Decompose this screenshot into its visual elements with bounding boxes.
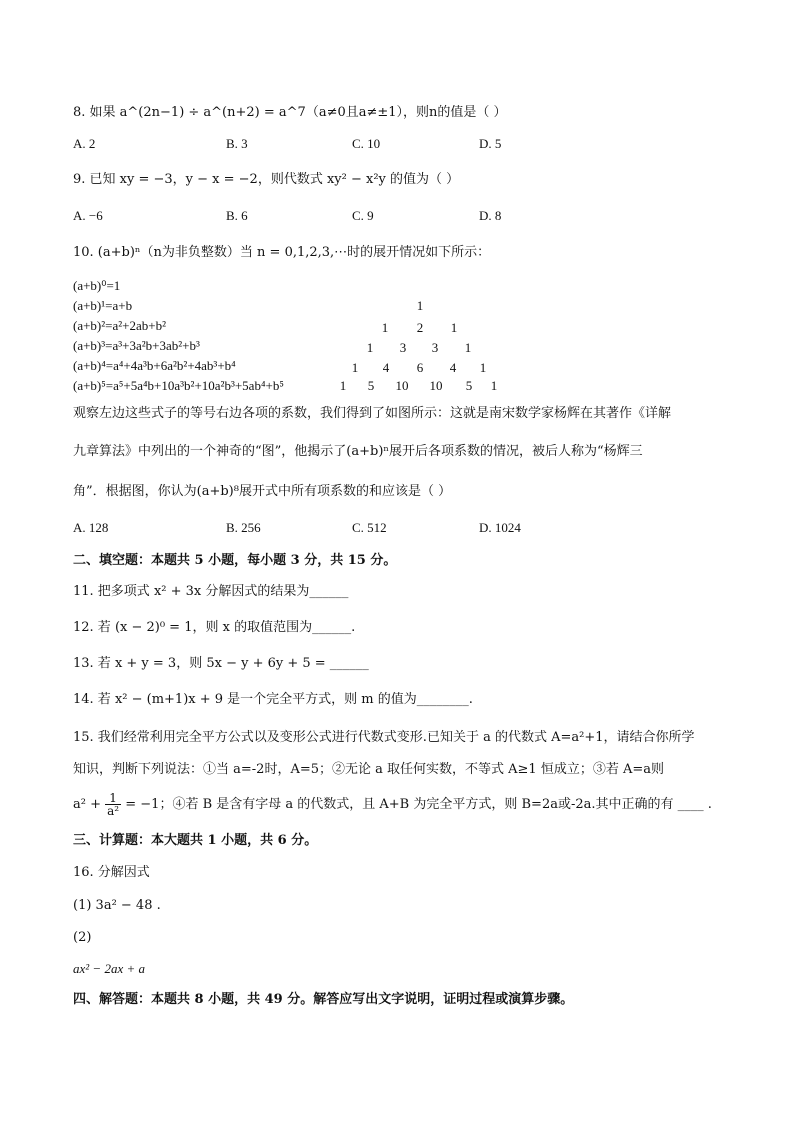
triangle-number: 1 bbox=[450, 320, 458, 335]
triangle-number: 5 bbox=[465, 378, 473, 393]
triangle-number: 10 bbox=[395, 378, 409, 393]
q9-option-c: C. 9 bbox=[352, 208, 374, 223]
triangle-number: 5 bbox=[367, 378, 375, 393]
question-16-part1: (1) 3a² − 48 . bbox=[73, 898, 161, 913]
question-8-text: 8. 如果 a^(2n−1) ÷ a^(n+2) = a^7（a≠0且a≠±1），则n的值是（ ） bbox=[73, 105, 507, 120]
section-2-heading: 二、填空题：本题共 5 小题，每小题 3 分，共 15 分。 bbox=[73, 553, 397, 568]
fraction-denominator: a² bbox=[107, 804, 120, 818]
triangle-number: 1 bbox=[464, 340, 472, 355]
triangle-number: 1 bbox=[479, 360, 487, 375]
expansion-line: (a+b)²=a²+2ab+b² bbox=[73, 318, 166, 333]
question-13-text: 13. 若 x + y = 3，则 5x − y + 6y + 5 = ______ bbox=[73, 656, 369, 671]
question-16-part2-label: (2) bbox=[73, 930, 92, 945]
question-15-line2: 知识，判断下列说法：①当 a=-2时，A=5；②无论 a 取任何实数，不等式 A≥1 恒成立；③若 A=a则 bbox=[73, 762, 664, 777]
q9-option-d: D. 8 bbox=[479, 208, 502, 223]
q10-option-c: C. 512 bbox=[352, 520, 387, 535]
triangle-number: 6 bbox=[416, 360, 424, 375]
q15-a-squared: a² + bbox=[73, 797, 101, 812]
triangle-number: 1 bbox=[490, 378, 498, 393]
section-3-heading: 三、计算题：本大题共 1 小题，共 6 分。 bbox=[73, 833, 318, 848]
question-15-line3 bbox=[73, 792, 712, 817]
question-11-text: 11. 把多项式 x² + 3x 分解因式的结果为______ bbox=[73, 584, 349, 599]
q10-option-a: A. 128 bbox=[73, 520, 109, 535]
triangle-number: 3 bbox=[399, 340, 407, 355]
triangle-number: 2 bbox=[416, 320, 424, 335]
question-16-title: 16. 分解因式 bbox=[73, 865, 150, 880]
q10-paragraph-line3: 角”．根据图，你认为(a+b)⁸展开式中所有项系数的和应该是（ ） bbox=[73, 484, 452, 499]
q10-paragraph-line2: 九章算法》中列出的一个神奇的“图”，他揭示了(a+b)ⁿ展开后各项系数的情况，被后人称为“杨辉三 bbox=[73, 444, 643, 459]
triangle-number: 1 bbox=[366, 340, 374, 355]
triangle-number: 1 bbox=[339, 378, 347, 393]
expansion-line: (a+b)⁴=a⁴+4a³b+6a²b²+4ab³+b⁴ bbox=[73, 358, 236, 373]
q10-paragraph-line1: 观察左边这些式子的等号右边各项的系数，我们得到了如图所示：这就是南宋数学家杨辉在其著作《详解 bbox=[73, 406, 672, 421]
triangle-number: 1 bbox=[381, 320, 389, 335]
fraction-one-over-a-squared bbox=[105, 792, 121, 817]
q8-option-b: B. 3 bbox=[226, 136, 248, 151]
question-10-intro: 10. (a+b)ⁿ（n为非负整数）当 n = 0,1,2,3,⋯时的展开情况如下所示： bbox=[73, 245, 491, 260]
expansion-line: (a+b)⁵=a⁵+5a⁴b+10a³b²+10a²b³+5ab⁴+b⁵ bbox=[73, 378, 284, 393]
q15-line3-rest: = −1；④若 B 是含有字母 a 的代数式，且 A+B 为完全平方式，则 B=2a或-2a.其中正确的有 ____ . bbox=[125, 797, 712, 812]
triangle-number: 10 bbox=[429, 378, 443, 393]
expansion-line: (a+b)⁰=1 bbox=[73, 278, 121, 293]
question-15-line1: 15. 我们经常利用完全平方公式以及变形公式进行代数式变形.已知关于 a 的代数式 A=a²+1，请结合你所学 bbox=[73, 730, 695, 745]
q8-option-d: D. 5 bbox=[479, 136, 502, 151]
q10-option-b: B. 256 bbox=[226, 520, 261, 535]
question-12-text: 12. 若 (x − 2)⁰ = 1，则 x 的取值范围为______. bbox=[73, 620, 356, 635]
expansion-line: (a+b)³=a³+3a²b+3ab²+b³ bbox=[73, 338, 200, 353]
fraction-numerator: 1 bbox=[105, 792, 121, 805]
question-9-text: 9. 已知 xy = −3，y − x = −2，则代数式 xy² − x²y 的值为（ ） bbox=[73, 172, 460, 187]
q10-option-d: D. 1024 bbox=[479, 520, 521, 535]
section-4-heading: 四、解答题：本题共 8 小题，共 49 分。解答应写出文字说明，证明过程或演算步骤。 bbox=[73, 992, 574, 1007]
triangle-number: 1 bbox=[416, 298, 424, 313]
q9-option-b: B. 6 bbox=[226, 208, 248, 223]
triangle-number: 1 bbox=[351, 360, 359, 375]
triangle-number: 4 bbox=[449, 360, 457, 375]
question-16-part2-expression: ax² − 2ax + a bbox=[73, 961, 145, 976]
triangle-number: 3 bbox=[431, 340, 439, 355]
q8-option-c: C. 10 bbox=[352, 136, 381, 151]
q8-option-a: A. 2 bbox=[73, 136, 96, 151]
question-14-text: 14. 若 x² − (m+1)x + 9 是一个完全平方式，则 m 的值为________. bbox=[73, 692, 473, 707]
q9-option-a: A. −6 bbox=[73, 208, 103, 223]
triangle-number: 4 bbox=[382, 360, 390, 375]
expansion-line: (a+b)¹=a+b bbox=[73, 298, 133, 313]
